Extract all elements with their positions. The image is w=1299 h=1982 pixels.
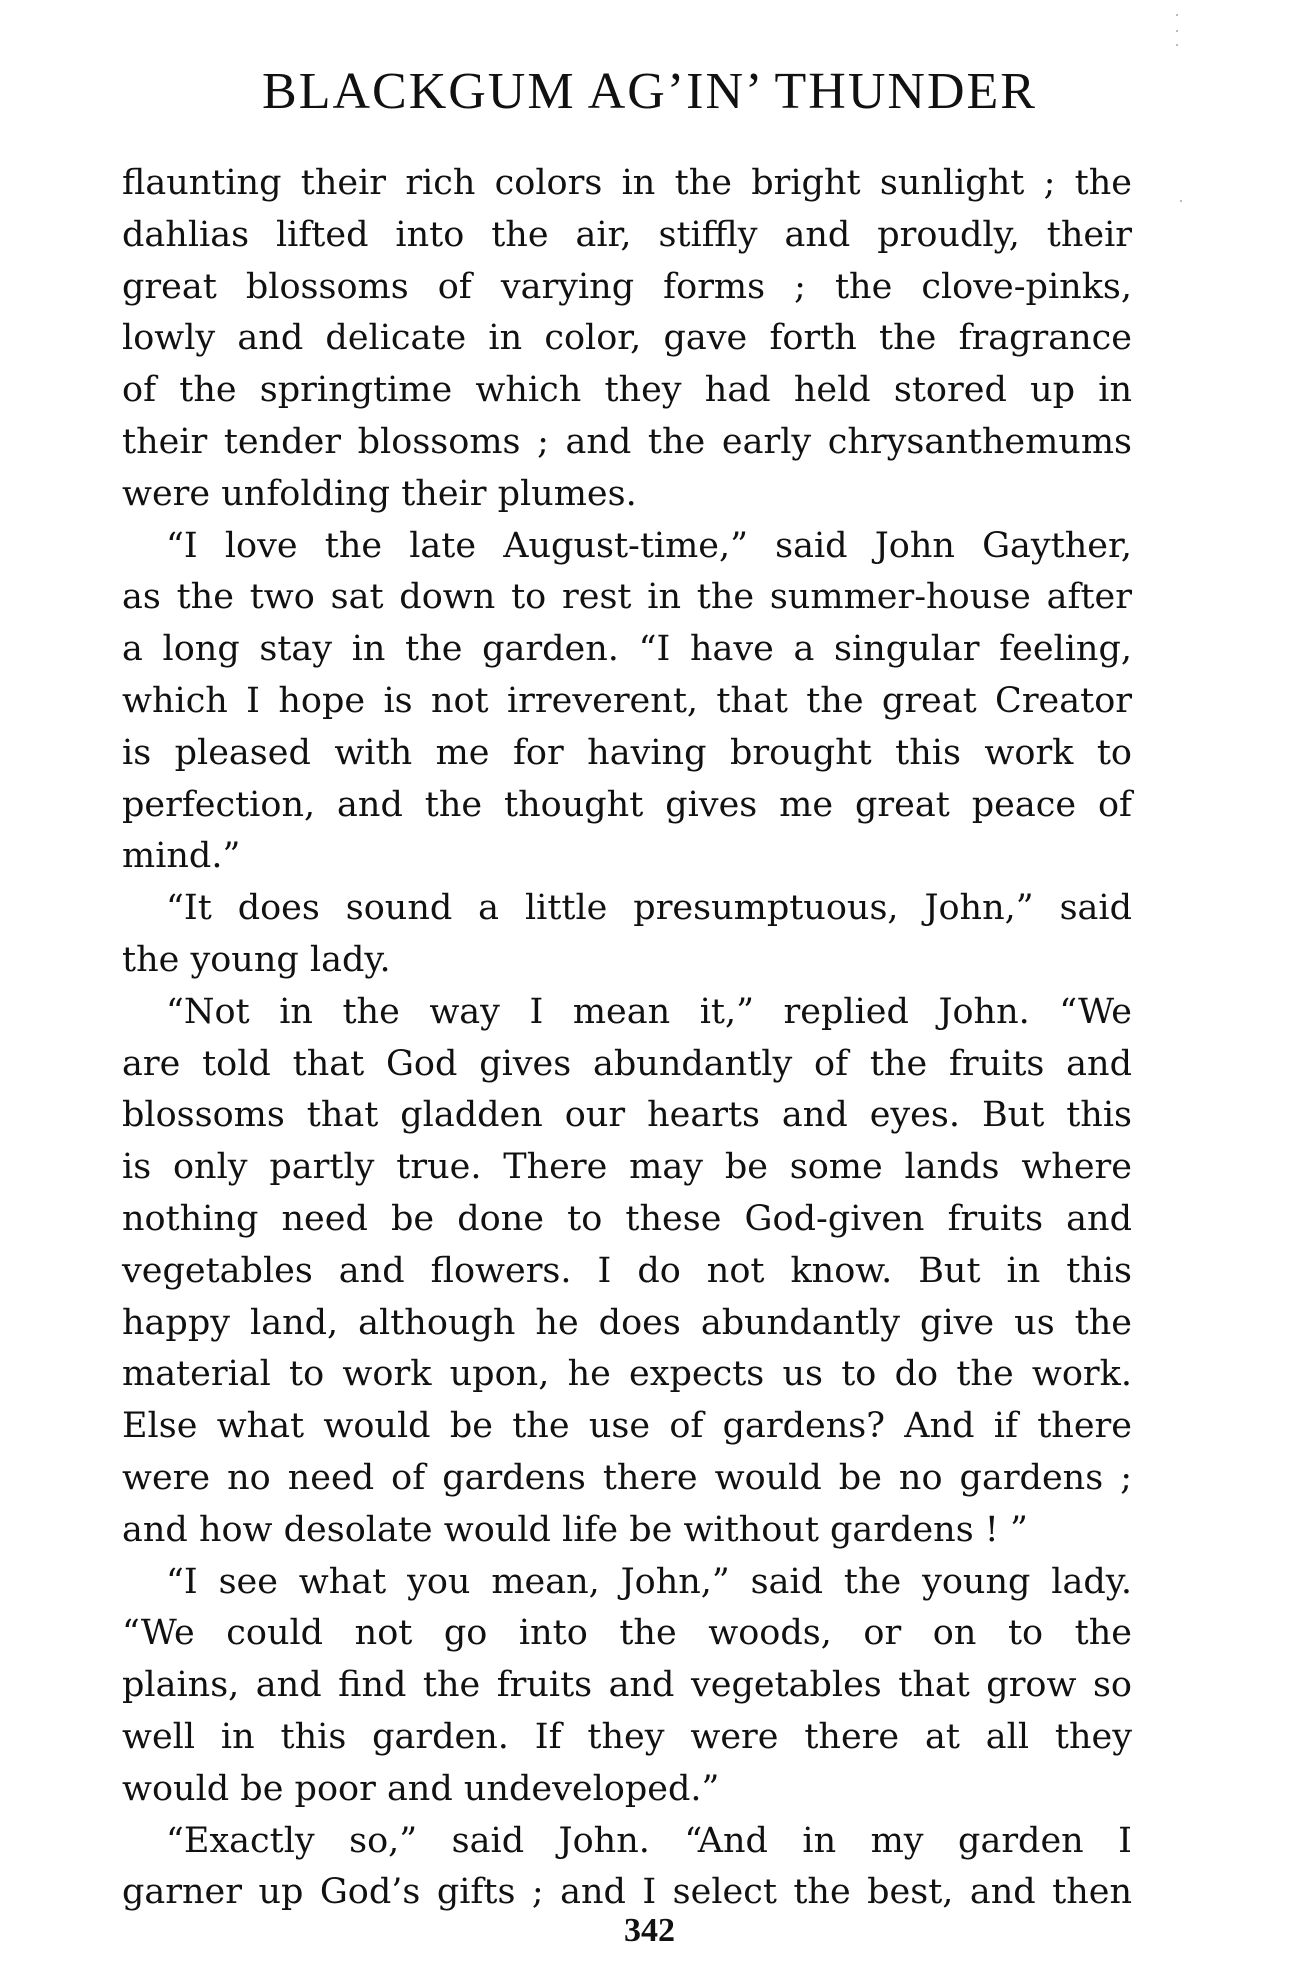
page-number: 342 <box>624 1912 675 1949</box>
text-line: would be poor and undeveloped.” <box>122 1768 720 1809</box>
text-line: vegetables and flowers. I do not know. But in this <box>122 1250 1132 1291</box>
text-line: is pleased with me for having brought this work to <box>122 732 1132 773</box>
text-line: were no need of gardens there would be no gardens ; <box>122 1457 1132 1498</box>
text-line: which I hope is not irreverent, that the great Creator <box>122 680 1132 721</box>
text-line: a long stay in the garden. “I have a singular feeling, <box>122 629 1132 670</box>
text-line: Else what would be the use of gardens? And if there <box>122 1406 1132 1447</box>
text-line: dahlias lifted into the air, stiffly and proudly, their <box>122 214 1132 255</box>
text-line: great blossoms of varying forms ; the clove-pinks, <box>122 266 1132 307</box>
text-line: mind.” <box>122 836 241 877</box>
text-line: as the two sat down to rest in the summer-house after <box>122 577 1132 618</box>
text-line: nothing need be done to these God-given fruits and <box>122 1198 1132 1239</box>
text-line: “Exactly so,” said John. “And in my garden I <box>166 1820 1132 1861</box>
text-line: “We could not go into the woods, or on to the <box>122 1613 1132 1654</box>
text-line: and how desolate would life be without gardens ! ” <box>122 1509 1028 1550</box>
text-line: “Not in the way I mean it,” replied John. “We <box>166 991 1132 1032</box>
scan-speck <box>1176 44 1178 46</box>
text-line: happy land, although he does abundantly give us the <box>122 1302 1132 1343</box>
text-line: “It does sound a little presumptuous, John,” said <box>166 888 1132 929</box>
scan-speck <box>1180 200 1182 202</box>
text-line: the young lady. <box>122 939 391 980</box>
text-line: well in this garden. If they were there at all they <box>122 1716 1132 1757</box>
text-line: “I love the late August-time,” said John Gayther, <box>166 525 1132 566</box>
text-line: blossoms that gladden our hearts and eyes. But this <box>122 1095 1132 1136</box>
text-line: perfection, and the thought gives me great peace of <box>122 784 1132 825</box>
text-line: were unfolding their plumes. <box>122 473 637 514</box>
text-line: garner up God’s gifts ; and I select the best, and then <box>122 1872 1132 1913</box>
text-line: flaunting their rich colors in the bright sunlight ; the <box>122 163 1132 203</box>
text-line: lowly and delicate in color, gave forth the fragrance <box>122 318 1132 359</box>
scan-speck <box>1176 30 1178 32</box>
scan-speck <box>1176 14 1178 16</box>
text-line: material to work upon, he expects us to do the work. <box>122 1354 1132 1395</box>
text-line: “I see what you mean, John,” said the young lady. <box>166 1561 1132 1602</box>
body-text <box>122 158 1132 1919</box>
text-line: of the springtime which they had held stored up in <box>122 370 1132 411</box>
text-line: plains, and find the fruits and vegetables that grow so <box>122 1665 1132 1706</box>
running-head: BLACKGUM AG’IN’ THUNDER <box>262 63 1037 120</box>
text-line: their tender blossoms ; and the early chrysanthemums <box>122 421 1132 462</box>
text-line: is only partly true. There may be some lands where <box>122 1147 1132 1188</box>
text-line: are told that God gives abundantly of the fruits and <box>122 1043 1132 1084</box>
